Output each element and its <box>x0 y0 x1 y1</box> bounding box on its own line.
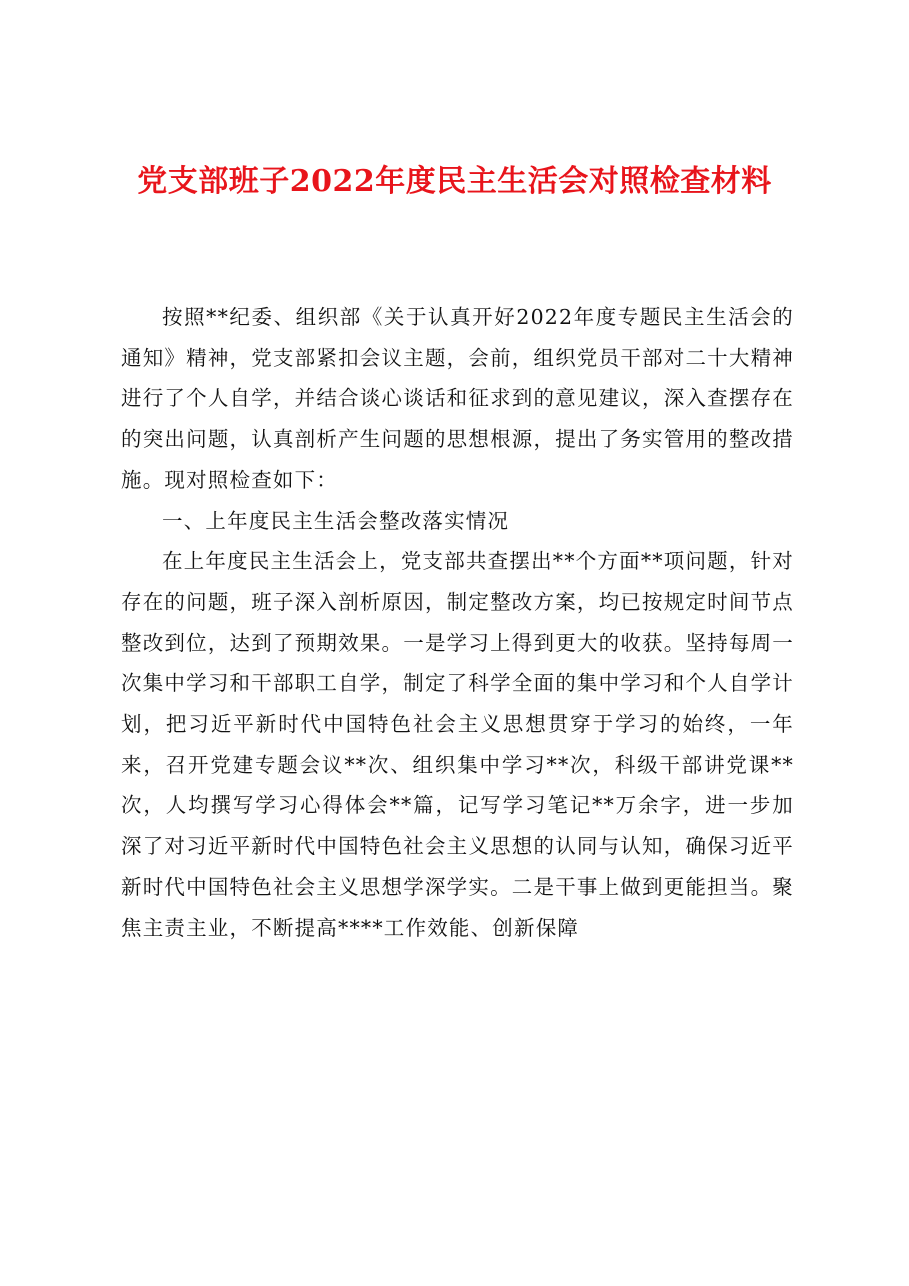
section-paragraph: 在上年度民主生活会上，党支部共查摆出**个方面**项问题，针对存在的问题，班子深入剖析原因，制定整改方案，均已按规定时间节点整改到位，达到了预期效果。一是学习上得到更大的收获。坚持每周一次集中学习和干部职工自学，制定了科学全面的集中学习和个人自学计划，把习近平新时代中国特色社会主义思想贯穿于学习的始终，一年来，召开党建专题会议**次、组织集中学习**次，科级干部讲党课**次，人均撰写学习心得体会**篇，记写学习笔记**万余字，进一步加深了对习近平新时代中国特色社会主义思想的认同与认知，确保习近平新时代中国特色社会主义思想学深学实。二是干事上做到更能担当。聚焦主责主业，不断提高****工作效能、创新保障 <box>121 549 794 940</box>
section-heading: 一、上年度民主生活会整改落实情况 <box>162 508 510 533</box>
intro-paragraph: 按照**纪委、组织部《关于认真开好2022年度专题民主生活会的通知》精神，党支部紧扣会议主题，会前，组织党员干部对二十大精神进行了个人自学，并结合谈心谈话和征求到的意见建议，深入查摆存在的突出问题，认真剖析产生问题的思想根源，提出了务实管用的整改措施。现对照检查如下： <box>121 305 794 492</box>
document-body <box>121 297 794 948</box>
document-title: 党支部班子2022年度民主生活会对照检查材料 <box>137 164 772 199</box>
